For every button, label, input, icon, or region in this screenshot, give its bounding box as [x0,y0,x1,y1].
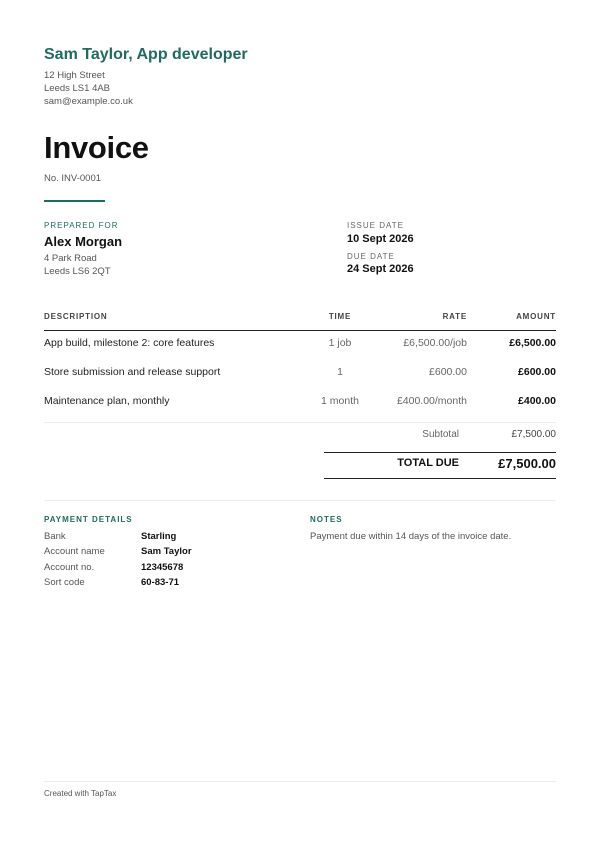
total-bottom-divider [324,478,556,479]
table-end-divider [44,422,556,423]
prepared-for-label: PREPARED FOR [44,221,119,230]
row-time: 1 job [328,337,352,349]
payment-row-label: Bank [44,531,66,542]
row-description: Store submission and release support [44,366,221,378]
table-header-divider [44,330,556,331]
sender-name: Sam Taylor, App developer [44,46,248,63]
client-street: 4 Park Road [44,253,97,264]
row-amount: £600.00 [518,366,556,378]
footer-text: Created with TapTax [44,789,117,798]
client-city: Leeds LS6 2QT [44,266,111,277]
issue-date-label: ISSUE DATE [347,221,404,230]
section-divider [44,500,556,501]
row-description: App build, milestone 2: core features [44,337,215,349]
row-rate: £400.00/month [396,395,467,407]
payment-row-value: Starling [141,531,177,542]
row-amount: £400.00 [518,395,556,407]
due-date-value: 24 Sept 2026 [347,263,414,275]
notes-label: NOTES [310,515,343,524]
subtotal-label: Subtotal [422,429,459,440]
total-due-value: £7,500.00 [498,456,556,471]
payment-row-value: Sam Taylor [141,546,192,557]
table-row [44,395,556,424]
row-rate: £6,500.00/job [403,337,467,349]
table-row [44,337,556,366]
sender-email: sam@example.co.uk [44,96,133,107]
header-amount: AMOUNT [516,312,556,321]
payment-row-label: Account no. [44,562,95,573]
payment-row-label: Sort code [44,577,85,588]
footer-divider [44,781,556,782]
payment-details-label: PAYMENT DETAILS [44,515,133,524]
invoice-number: No. INV-0001 [44,173,102,184]
header-description: DESCRIPTION [44,312,108,321]
row-amount: £6,500.00 [509,337,556,349]
table-row [44,366,556,395]
invoice-title: Invoice [44,130,149,165]
payment-row-label: Account name [44,546,105,557]
row-rate: £600.00 [429,366,467,378]
subtotal-value: £7,500.00 [511,429,556,440]
payment-row-value: 12345678 [141,562,184,573]
header-rate: RATE [442,312,467,321]
total-due-label: TOTAL DUE [397,457,459,469]
client-name: Alex Morgan [44,234,123,249]
due-date-label: DUE DATE [347,252,395,261]
sender-city: Leeds LS1 4AB [44,83,111,94]
total-top-divider [324,452,556,453]
row-description: Maintenance plan, monthly [44,395,170,407]
notes-text: Payment due within 14 days of the invoice date. [310,531,512,542]
sender-street: 12 High Street [44,70,105,81]
row-time: 1 month [321,395,359,407]
row-time: 1 [337,366,343,378]
payment-row-value: 60-83-71 [141,577,180,588]
issue-date-value: 10 Sept 2026 [347,233,414,245]
accent-divider [44,200,105,202]
header-time: TIME [328,312,352,321]
